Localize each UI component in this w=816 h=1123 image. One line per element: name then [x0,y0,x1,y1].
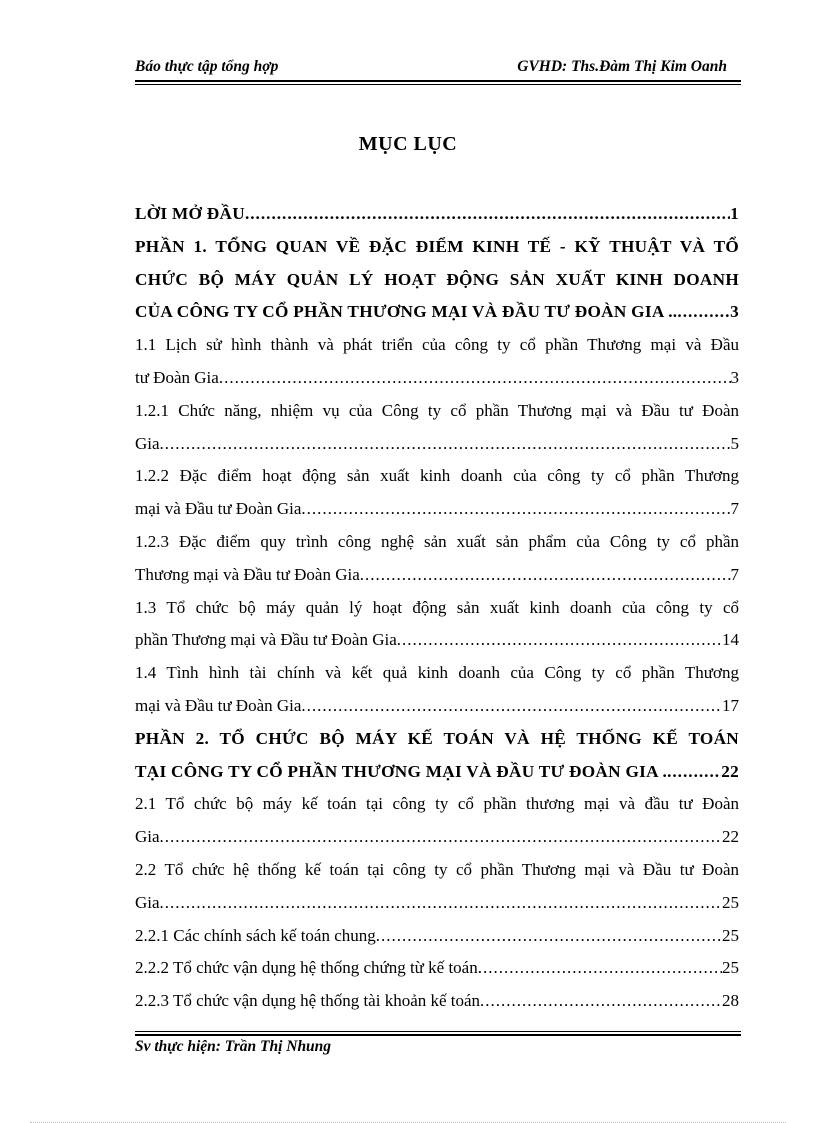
toc-entry-text: mại và Đầu tư Đoàn Gia [135,499,302,519]
toc-page-number: 7 [730,564,739,584]
toc-entry-text: CỦA CÔNG TY CỔ PHẦN THƯƠNG MẠI VÀ ĐẦU TƯ ĐOÀN GIA .. [135,302,678,322]
toc-entry-text: phần Thương mại và Đầu tư Đoàn Gia [135,630,397,650]
toc-entry[interactable] [135,920,739,953]
toc-page-number: 25 [722,958,739,978]
toc-entry-text: 2.2.2 Tổ chức vận dụng hệ thống chứng từ kế toán [135,958,478,978]
toc-entry-text: 1.2.3 Đặc điểm quy trình công nghệ sản xuất sản phẩm của Công ty cổ phần [135,531,739,551]
toc-entry-text: PHẦN 1. TỔNG QUAN VỀ ĐẶC ĐIỂM KINH TẾ - KỸ THUẬT VÀ TỔ [135,236,739,256]
page-header [135,58,741,80]
footer-rule [135,1034,741,1036]
toc-entry[interactable] [135,329,739,395]
header-report-title: Báo thực tập tổng hợp [135,58,279,75]
dot-leader [301,690,722,723]
toc-entry-text: 2.2 Tổ chức hệ thống kế toán tại công ty cổ phần Thương mại và Đầu tư Đoàn [135,859,739,879]
toc-entry[interactable] [135,460,739,526]
toc-entry-text: PHẦN 2. TỔ CHỨC BỘ MÁY KẾ TOÁN VÀ HỆ THỐNG KẾ TOÁN [135,728,739,748]
toc-entry-line [135,493,739,526]
toc-entry-text: tư Đoàn Gia [135,367,219,387]
toc-page-number: 22 [722,827,739,847]
toc-page-number: 25 [722,925,739,945]
toc-entry-line [135,690,739,723]
toc-entry-text: Gia [135,827,160,847]
toc-entry-line [135,428,739,461]
toc-entry-text: 1.3 Tổ chức bộ máy quản lý hoạt động sản xuất kinh doanh của công ty cổ [135,597,739,617]
header-rule [135,80,741,82]
toc-entry-text: Gia [135,433,160,453]
dot-leader [376,920,722,953]
dot-leader [160,887,722,920]
toc-entry-line [135,559,739,592]
page-title: MỤC LỤC [358,133,458,155]
toc-entry-line [135,624,739,657]
dot-leader [160,821,722,854]
table-of-contents [135,198,739,1018]
toc-entry-text: TẠI CÔNG TY CỔ PHẦN THƯƠNG MẠI VÀ ĐẦU TƯ ĐOÀN GIA . [135,761,668,781]
toc-entry-line [135,198,739,231]
toc-entry-line [135,887,739,920]
toc-entry-text: LỜI MỞ ĐẦU [135,204,245,223]
toc-page-number: 3 [730,302,739,322]
toc-entry-text: 1.4 Tình hình tài chính và kết quả kinh doanh của Công ty cổ phần Thương [135,663,739,683]
toc-entry[interactable] [135,723,739,789]
toc-entry-line [135,985,739,1018]
toc-entry-line [135,296,739,329]
toc-entry[interactable] [135,198,739,231]
toc-entry[interactable] [135,395,739,461]
dot-leader [397,624,722,657]
toc-page-number: 14 [722,630,739,650]
header-rule-thin [135,84,741,85]
toc-page-number: 22 [721,761,739,781]
toc-entry[interactable] [135,952,739,985]
dot-leader [219,362,731,395]
toc-entry-text: 2.2.1 Các chính sách kế toán chung [135,925,376,945]
toc-page-number: 25 [722,892,739,912]
toc-entry[interactable] [135,788,739,854]
toc-entry-text: 2.2.3 Tổ chức vận dụng hệ thống tài khoản kế toán [135,991,481,1011]
toc-entry-line [135,756,739,789]
toc-page-number: 7 [730,499,739,519]
toc-entry-text: Gia [135,892,160,912]
toc-entry-text: 1.1 Lịch sử hình thành và phát triển của công ty cổ phần Thương mại và Đầu [135,335,739,355]
toc-page-number: 17 [722,695,739,715]
toc-entry-text: 1.2.1 Chức năng, nhiệm vụ của Công ty cổ phần Thương mại và Đầu tư Đoàn [135,400,739,420]
toc-entry[interactable] [135,854,739,920]
toc-entry-line [135,920,739,953]
toc-entry[interactable] [135,657,739,723]
toc-entry[interactable] [135,592,739,658]
dot-leader [245,198,730,231]
toc-entry-text: 2.1 Tổ chức bộ máy kế toán tại công ty cổ phần thương mại và đầu tư Đoàn [135,794,739,814]
toc-entry[interactable] [135,231,739,329]
toc-page-number: 3 [730,367,739,387]
toc-entry-text: mại và Đầu tư Đoàn Gia [135,695,302,715]
toc-entry-line [135,362,739,395]
dot-leader [667,756,721,789]
dot-leader [301,493,730,526]
dot-leader [360,559,731,592]
dot-leader [677,296,730,329]
toc-entry[interactable] [135,526,739,592]
page-footer-student: Sv thực hiện: Trần Thị Nhung [135,1038,332,1055]
footer-rule-thin [135,1031,741,1032]
dot-leader [478,952,722,985]
toc-entry-text: 1.2.2 Đặc điểm hoạt động sản xuất kinh doanh của công ty cổ phần Thương [135,466,739,486]
toc-page-number: 28 [722,991,739,1011]
toc-entry-line [135,952,739,985]
toc-entry-text: Thương mại và Đầu tư Đoàn Gia [135,564,360,584]
dot-leader [160,428,731,461]
toc-page-number: 5 [730,433,739,453]
dot-leader [480,985,722,1018]
toc-page-number: 1 [730,204,739,223]
toc-entry[interactable] [135,985,739,1018]
toc-entry-line [135,821,739,854]
toc-entry-text: CHỨC BỘ MÁY QUẢN LÝ HOẠT ĐỘNG SẢN XUẤT KINH DOANH [135,269,739,289]
header-supervisor: GVHD: Ths.Đàm Thị Kim Oanh [517,58,727,75]
